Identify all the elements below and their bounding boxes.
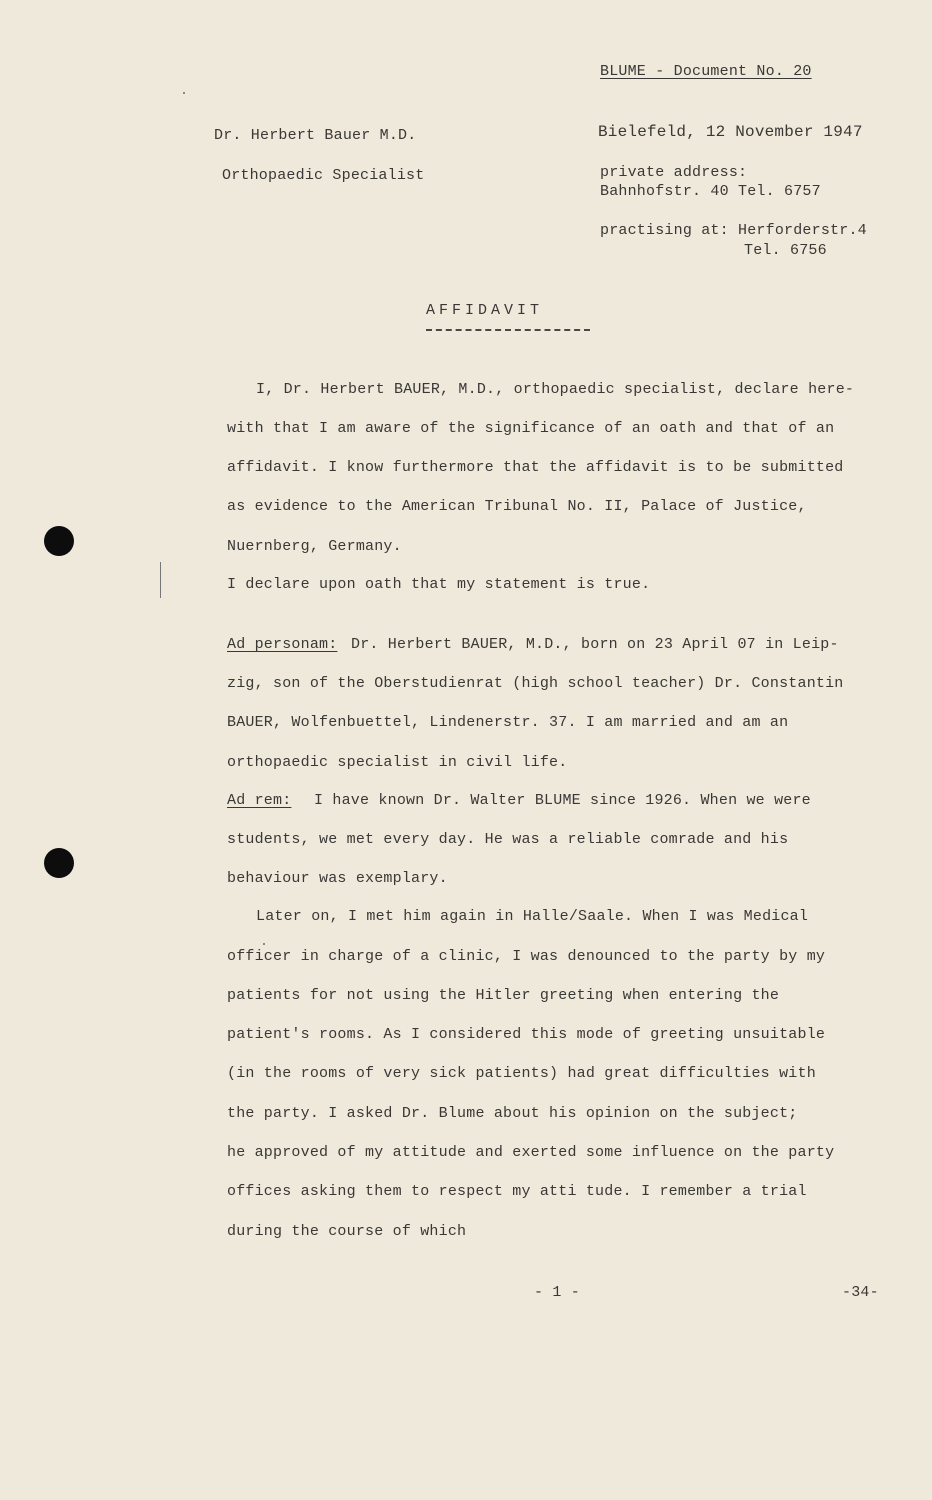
- body-line: offices asking them to respect my atti tude. I remember a trial: [227, 1183, 807, 1200]
- body-line: Later on, I met him again in Halle/Saale. When I was Medical: [256, 908, 809, 925]
- stamped-page-number: -34-: [842, 1284, 879, 1301]
- paper-speck: [263, 943, 265, 945]
- body-line: as evidence to the American Tribunal No. II, Palace of Justice,: [227, 498, 807, 515]
- body-line: (in the rooms of very sick patients) had great difficulties with: [227, 1065, 816, 1082]
- body-line: affidavit. I know furthermore that the affidavit is to be submitted: [227, 459, 844, 476]
- page-number: - 1 -: [534, 1284, 581, 1301]
- author-name: Dr. Herbert Bauer M.D.: [214, 127, 417, 144]
- practice-tel: Tel. 6756: [744, 242, 827, 259]
- body-line: Nuernberg, Germany.: [227, 538, 402, 555]
- body-line: with that I am aware of the significance of an oath and that of an: [227, 420, 835, 437]
- punch-hole-bottom: [44, 848, 74, 878]
- body-line: behaviour was exemplary.: [227, 870, 448, 887]
- title-underline: [426, 329, 590, 331]
- author-title: Orthopaedic Specialist: [222, 167, 425, 184]
- practice-address-line: practising at: Herforderstr.4: [600, 222, 867, 239]
- document-number: BLUME - Document No. 20: [600, 63, 812, 80]
- paper-mark: [160, 562, 161, 598]
- body-line: zig, son of the Oberstudienrat (high school teacher) Dr. Constantin: [227, 675, 844, 692]
- punch-hole-top: [44, 526, 74, 556]
- ad-personam-label: Ad personam:: [227, 636, 338, 653]
- body-line: patients for not using the Hitler greeting when entering the: [227, 987, 780, 1004]
- body-line: officer in charge of a clinic, I was denounced to the party by my: [227, 948, 826, 965]
- document-title: AFFIDAVIT: [426, 302, 544, 319]
- body-line: the party. I asked Dr. Blume about his opinion on the subject;: [227, 1105, 798, 1122]
- private-address-line: Bahnhofstr. 40 Tel. 6757: [600, 183, 821, 200]
- paper-speck: [183, 92, 185, 94]
- body-line: during the course of which: [227, 1223, 467, 1240]
- body-line: I have known Dr. Walter BLUME since 1926. When we were: [314, 792, 811, 809]
- body-line: patient's rooms. As I considered this mode of greeting unsuitable: [227, 1026, 826, 1043]
- body-line: BAUER, Wolfenbuettel, Lindenerstr. 37. I am married and am an: [227, 714, 789, 731]
- body-line: he approved of my attitude and exerted some influence on the party: [227, 1144, 835, 1161]
- body-line: Dr. Herbert BAUER, M.D., born on 23 April 07 in Leip-: [351, 636, 839, 653]
- body-line: I, Dr. Herbert BAUER, M.D., orthopaedic specialist, declare here-: [256, 381, 855, 398]
- ad-rem-label: Ad rem:: [227, 792, 292, 809]
- private-address-label: private address:: [600, 164, 748, 181]
- body-line: students, we met every day. He was a reliable comrade and his: [227, 831, 789, 848]
- place-date: Bielefeld, 12 November 1947: [598, 123, 863, 141]
- body-line: I declare upon oath that my statement is true.: [227, 576, 651, 593]
- body-line: orthopaedic specialist in civil life.: [227, 754, 568, 771]
